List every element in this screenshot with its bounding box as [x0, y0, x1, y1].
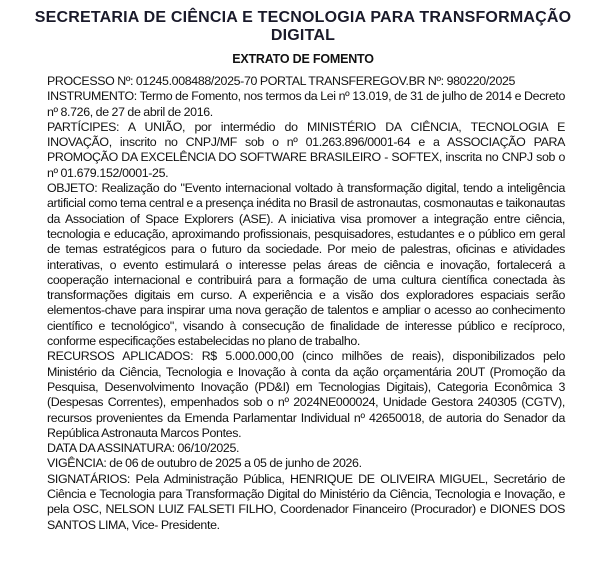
document-subtitle: EXTRATO DE FOMENTO: [232, 52, 374, 66]
paragraph-signatarios: SIGNATÁRIOS: Pela Administração Pública, HENRIQUE DE OLIVEIRA MIGUEL, Secretário de Ciência e Tecnologia para Transformação Digital do Ministério da Ciência, Tecnologia e Inovação, e pela OSC, NELSON LUIZ FALSETI FILHO, Coordenador Financeiro (Procurador) e DIONES DOS SANTOS LIMA, Vice- Presidente.: [47, 471, 565, 532]
paragraph-recursos: RECURSOS APLICADOS: R$ 5.000.000,00 (cinco milhões de reais), disponibilizados pelo Ministério da Ciência, Tecnologia e Inovação à conta da ação orçamentária 20UT (Promoção da Pesquisa, Desenvolvimento Inovação (PD&I) em Tecnologias Digitais), Categoria Econômica 3 (Despesas Correntes), empenhados sob o nº 2024NE000024, Unidade Gestora 240305 (CGTV), recursos provenientes da Emenda Parlamentar Individual nº 42650018, de autoria do Senador da República Astronauta Marcos Pontes.: [47, 349, 565, 440]
paragraph-instrumento: INSTRUMENTO: Termo de Fomento, nos termos da Lei nº 13.019, de 31 de julho de 2014 e Decreto nº 8.726, de 27 de abril de 2016.: [47, 89, 565, 119]
paragraph-data-assinatura: DATA DA ASSINATURA: 06/10/2025.: [47, 441, 240, 456]
document-body: [47, 74, 565, 533]
paragraph-objeto: OBJETO: Realização do "Evento internacional voltado à transformação digital, tendo a inteligência artificial como tema central e a presença inédita no Brasil de astronautas, cosmonautas e taikonautas da Association of Space Explorers (ASE). A iniciativa visa promover a integração entre ciência, tecnologia e educação, aproximando profissionais, pesquisadores, estudantes e o público em geral de temas estratégicos para o futuro da sociedade. Por meio de palestras, oficinas e atividades interativas, o evento estimulará o interesse pelas áreas de ciência e inovação, fortalecerá a cooperação internacional e contribuirá para a formação de uma cultura científica conectada às transformações digitais em curso. A experiência e a visão dos exploradores espaciais serão elementos-chave para inspirar uma nova geração de talentos e ampliar o acesso ao conhecimento científico e tecnológico", visando à consecução de finalidade de interesse público e recíproco, conforme especificações estabelecidas no plano de trabalho.: [47, 181, 565, 349]
document-title: SECRETARIA DE CIÊNCIA E TECNOLOGIA PARA TRANSFORMAÇÃO DIGITAL: [34, 9, 572, 44]
paragraph-processo: PROCESSO Nº: 01245.008488/2025-70 PORTAL TRANSFEREGOV.BR Nº: 980220/2025: [47, 74, 516, 88]
paragraph-vigencia: VIGÊNCIA: de 06 de outubro de 2025 a 05 de junho de 2026.: [47, 456, 362, 471]
paragraph-participes: PARTÍCIPES: A UNIÃO, por intermédio do MINISTÉRIO DA CIÊNCIA, TECNOLOGIA E INOVAÇÃO, inscrito no CNPJ/MF sob o nº 01.263.896/0001-64 e a ASSOCIAÇÃO PARA PROMOÇÃO DA EXCELÊNCIA DO SOFTWARE BRASILEIRO - SOFTEX, inscrita no CNPJ sob o nº 01.679.152/0001-25.: [47, 119, 565, 180]
